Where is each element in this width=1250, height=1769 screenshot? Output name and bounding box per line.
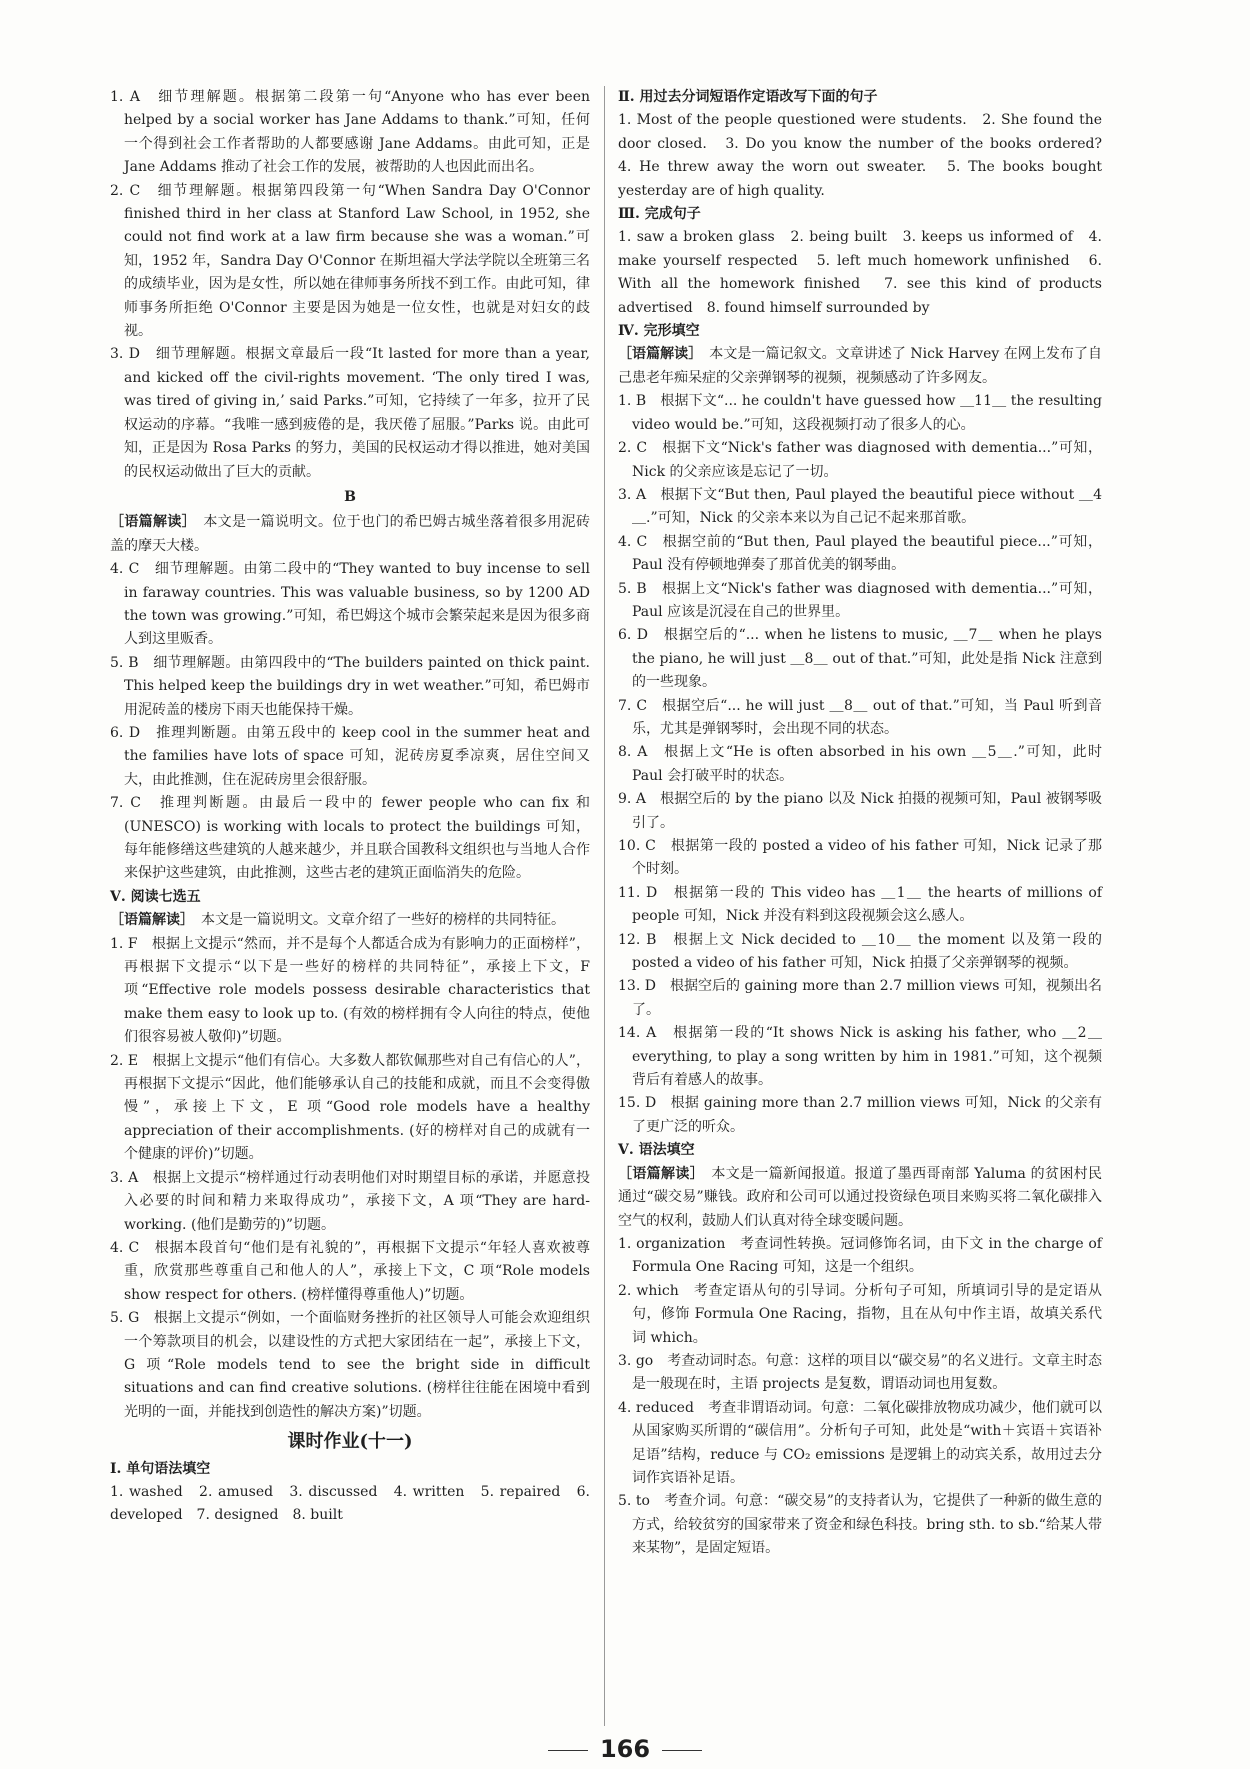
page-number: 166	[599, 1735, 651, 1763]
footer-dash-left	[548, 1750, 588, 1751]
answer-c1: 1. B 根据下文“... he couldn't have guessed how ＿11＿ the resulting video would be.”可知，这段视频打动了很多人的心。	[618, 393, 1102, 433]
column-divider	[604, 86, 605, 1726]
answer-v4: 4. C 根据本段首句“他们是有礼貌的”，再根据下文提示“年轻人喜欢被尊重，欣赏那些尊重自己和他人的人”，承接上下文，C 项“Role models show respect for others. (榜样懂得尊重他人)”切题。	[110, 1239, 590, 1303]
answer-c5: 5. B 根据上文“Nick's father was diagnosed with dementia...”可知，Paul 应该是沉浸在自己的世界里。	[618, 580, 1102, 620]
answer-v2: 2. E 根据上文提示“他们有信心。大多数人都钦佩那些对自己有信心的人”，再根据下文提示“因此，他们能够承认自己的技能和成就，而且不会变得傲慢”，承接上下文，E 项“Good role models have a healthy appreciation of their accomplishments. (好的榜样对自己的成就有一个健康的评价)”切题。	[110, 1052, 590, 1163]
answer-c15: 15. D 根据 gaining more than 2.7 million views 可知，Nick 的父亲有了更广泛的听众。	[618, 1095, 1102, 1135]
reading-intro-v	[110, 909, 590, 932]
answer-c7: 7. C 根据空后“... he will just ＿8＿ out of that.”可知，当 Paul 听到音乐，尤其是弹钢琴时，会出现不同的状态。	[618, 697, 1102, 737]
reading-intro-cloze	[618, 343, 1102, 390]
reading-tag: ［语篇解读］	[110, 514, 189, 531]
answer-q6: 6. D 推理判断题。由第五段中的 keep cool in the summer heat and the families have lots of space 可知，泥砖房夏季凉爽，居住空间又大，由此推测，住在泥砖房里会很舒服。	[110, 724, 590, 788]
lesson-title: 课时作业(十一)	[287, 1431, 413, 1453]
section-iii-answers: 1. saw a broken glass 2. being built 3. keeps us informed of 4. make yourself respected 5. left much homework unfinished 6. With all the homework finished 7. see this kind of products advertised 8. found himself surrounded by	[618, 229, 1102, 316]
answer-c14: 14. A 根据第一段的“It shows Nick is asking his father, who ＿2＿ everything, to play a song written by him in 1981.”可知，这个视频背后有着感人的故事。	[618, 1025, 1102, 1089]
answer-c6: 6. D 根据空后的“... when he listens to music, ＿7＿ when he plays the piano, he will just ＿8＿ out of that.”可知，此处是指 Nick 注意到的一些现象。	[618, 627, 1102, 691]
answer-c11: 11. D 根据第一段的 This video has ＿1＿ the hearts of millions of people 可知，Nick 并没有料到这段视频会这么感人。	[618, 884, 1102, 925]
answer-c9: 9. A 根据空后的 by the piano 以及 Nick 拍摄的视频可知，Paul 被钢琴吸引了。	[618, 791, 1102, 831]
section-heading-i: Ⅰ. 单句语法填空	[110, 1460, 211, 1477]
left-column	[110, 86, 590, 1528]
section-heading-v: Ⅴ. 阅读七选五	[110, 888, 201, 905]
reading-text: 本文是一篇说明文。文章介绍了一些好的榜样的共同特征。	[201, 912, 565, 929]
reading-tag: ［语篇解读］	[110, 912, 187, 929]
section-ii-answers: 1. Most of the people questioned were students. 2. She found the door closed. 3. Do you know the number of the books ordered? 4. He threw away the worn out sweater. 5. The books bought yesterday are of high quality.	[618, 112, 1116, 199]
section-heading-iii: Ⅲ. 完成句子	[618, 206, 701, 223]
answer-g2: 2. which 考查定语从句的引导词。分析句子可知，所填词引导的是定语从句，修饰 Formula One Racing，指物，且在从句中作主语，故填关系代词 which。	[618, 1282, 1102, 1346]
answer-v1: 1. F 根据上文提示“然而，并不是每个人都适合成为有影响力的正面榜样”，再根据下文提示“以下是一些好的榜样的共同特征”，承接上下文，F 项“Effective role models possess desirable characteristics that make them easy to look up to. (有效的榜样拥有令人向往的特点，使他们很容易被人敬仰)”切题。	[110, 935, 590, 1046]
answer-q3: 3. D 细节理解题。根据文章最后一段“It lasted for more than a year, and kicked off the civil-rights movement. ‘The only tired I was, was tired of giving in,’ said Parks.”可知，它持续了一年多，拉开了民权运动的序幕。“我唯一感到疲倦的是，我厌倦了屈服。”Parks 说。由此可知，正是因为 Rosa Parks 的努力，美国的民权运动才得以推进，她对美国的民权运动做出了巨大的贡献。	[110, 346, 590, 480]
footer-dash-right	[662, 1750, 702, 1751]
answer-c8: 8. A 根据上文“He is often absorbed in his own ＿5＿.”可知，此时 Paul 会打破平时的状态。	[618, 744, 1102, 784]
section-heading-ii: Ⅱ. 用过去分词短语作定语改写下面的句子	[618, 89, 878, 105]
reading-text: 本文是一篇说明文。位于也门的希巴姆古城坐落着很多用泥砖盖的摩天大楼。	[110, 514, 591, 554]
answer-c13: 13. D 根据空后的 gaining more than 2.7 million views 可知，视频出名了。	[618, 978, 1102, 1018]
right-column	[618, 86, 1116, 1561]
section-heading-grammar: Ⅴ. 语法填空	[618, 1142, 695, 1159]
answer-q2: 2. C 细节理解题。根据第四段第一句“When Sandra Day O'Connor finished third in her class at Stanford Law School, in 1952, she could not find work at a law firm because she was a woman.”可知，1952 年，Sandra Day O'Connor 在斯坦福大学法学院以全班第三名的成绩毕业，因为是女性，所以她在律师事务所找不到工作。由此可知，律师事务所拒绝 O'Connor 主要是因为她是一位女性，也就是对妇女的歧视。	[110, 182, 590, 340]
answer-c10: 10. C 根据第一段的 posted a video of his father 可知，Nick 记录了那个时刻。	[618, 838, 1102, 878]
answer-c4: 4. C 根据空前的“But then, Paul played the beautiful piece...”可知，Paul 没有停顿地弹奏了那首优美的钢琴曲。	[618, 533, 1102, 574]
reading-intro-grammar	[618, 1163, 1102, 1233]
reading-text: 本文是一篇新闻报道。报道了墨西哥南部 Yaluma 的贫困村民通过“碳交易”赚钱。政府和公司可以通过投资绿色项目来购买将二氧化碳排入空气的权利，鼓励人们认真对待全球变暖问题。	[618, 1165, 1102, 1229]
answer-c2: 2. C 根据下文“Nick's father was diagnosed with dementia...”可知，Nick 的父亲应该是忘记了一切。	[618, 440, 1102, 480]
answer-g3: 3. go 考查动词时态。句意：这样的项目以“碳交易”的名义进行。文章主时态是一般现在时，主语 projects 是复数，谓语动词也用复数。	[618, 1352, 1102, 1393]
answer-c12: 12. B 根据上文 Nick decided to ＿10＿ the moment 以及第一段的 posted a video of his father 可知，Nick 拍摄了父亲弹钢琴的视频。	[618, 931, 1102, 972]
section-i-answers: 1. washed 2. amused 3. discussed 4. written 5. repaired 6. developed 7. designed 8. built	[110, 1483, 590, 1524]
reading-intro-b	[110, 511, 590, 558]
answer-c3: 3. A 根据下文“But then, Paul played the beautiful piece without ＿4＿.”可知，Nick 的父亲本来以为自己记不起来那首歌。	[618, 486, 1102, 527]
answer-g5: 5. to 考查介词。句意：“碳交易”的支持者认为，它提供了一种新的做生意的方式，给较贫穷的国家带来了资金和绿色科技。bring sth. to sb.“给某人带来某物”，是固定短语。	[618, 1493, 1102, 1557]
section-heading-iv: Ⅳ. 完形填空	[618, 323, 700, 340]
reading-text: 本文是一篇记叙文。文章讲述了 Nick Harvey 在网上发布了自己患老年痴呆症的父亲弹钢琴的视频，视频感动了许多网友。	[618, 346, 1102, 386]
answer-q4: 4. C 细节理解题。由第二段中的“They wanted to buy incense to sell in faraway countries. This was valuable business, so by 1200 AD the town was growing.”可知，希巴姆这个城市会繁荣起来是因为很多商人到这里贩香。	[110, 561, 590, 648]
reading-tag: ［语篇解读］	[618, 1165, 698, 1182]
answer-v3: 3. A 根据上文提示“榜样通过行动表明他们对时期望目标的承诺，并愿意投入必要的时间和精力来取得成功”，承接下文，A 项“They are hard-working. (他们是勤劳的)”切题。	[110, 1169, 590, 1233]
answer-q1: 1. A 细节理解题。根据第二段第一句“Anyone who has ever been helped by a social worker has Jane Addams to thank.”可知，任何一个得到社会工作者帮助的人都要感谢 Jane Addams。由此可知，正是 Jane Addams 推动了社会工作的发展，被帮助的人也因此而出名。	[110, 89, 590, 176]
answer-v5: 5. G 根据上文提示“例如，一个面临财务挫折的社区领导人可能会欢迎组织一个筹款项目的机会，以建设性的方式把大家团结在一起”，承接上下文，G 项“Role models tend to see the bright side in difficult situations and can find creative solutions. (榜样往往能在困境中看到光明的一面，并能找到创造性的解决方案)”切题。	[110, 1310, 590, 1420]
answer-q5: 5. B 细节理解题。由第四段中的“The builders painted on thick paint. This helped keep the buildings dry in wet weather.”可知，希巴姆市用泥砖盖的楼房下雨天也能保持干燥。	[110, 654, 590, 718]
answer-g4: 4. reduced 考查非谓语动词。句意：二氧化碳排放物成功减少，他们就可以从国家购买所谓的“碳信用”。分析句子可知，此处是“with＋宾语＋宾语补足语”结构，reduce 与 CO₂ emissions 是逻辑上的动宾关系，故用过去分词作宾语补足语。	[618, 1399, 1102, 1486]
page-footer	[0, 1735, 1250, 1763]
answer-q7: 7. C 推理判断题。由最后一段中的 fewer people who can fix 和 (UNESCO) is working with locals to protect the buildings 可知，每年能修缮这些建筑的人越来越少，并且联合国教科文组织也与当地人合作来保护这些建筑，由此推测，这些古老的建筑正面临消失的危险。	[110, 795, 590, 882]
section-b-heading: B	[344, 488, 356, 505]
answer-g1: 1. organization 考查词性转换。冠词修饰名词，由下文 in the charge of Formula One Racing 可知，这是一个组织。	[618, 1235, 1102, 1276]
reading-tag: ［语篇解读］	[618, 346, 696, 363]
